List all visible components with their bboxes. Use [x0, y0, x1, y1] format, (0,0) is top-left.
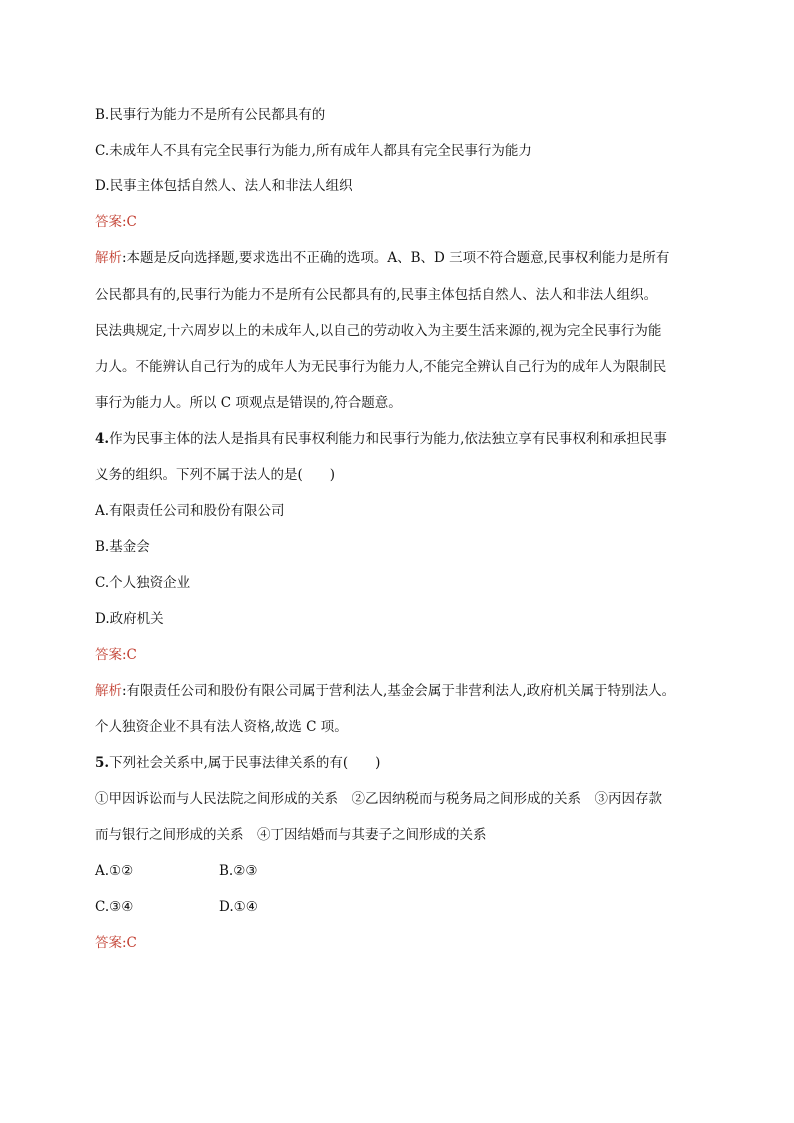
q4-option-b: B.基金会: [95, 539, 150, 555]
q4-stem-line-2: 义务的组织。下列不属于法人的是( ): [95, 467, 336, 483]
q5-answer: [95, 934, 137, 952]
q5-items-line-1: ①甲因诉讼而与人民法院之间形成的关系 ②乙因纳税而与税务局之间形成的关系 ③丙因存款: [95, 791, 662, 807]
q3-analysis-line-5: 事行为能力人。所以 C 项观点是错误的,符合题意。: [95, 395, 402, 411]
q4-option-d: D.政府机关: [95, 611, 164, 627]
q3-analysis-line-4: 力人。不能辨认自己行为的成年人为无民事行为能力人,不能完全辨认自己行为的成年人为限制民: [95, 359, 667, 375]
q3-answer-value: :C: [122, 214, 137, 230]
q3-option-b: B.民事行为能力不是所有公民都具有的: [95, 107, 326, 123]
q5-option-a: A.①②: [95, 863, 134, 879]
q3-analysis-text-1: :本题是反向选择题,要求选出不正确的选项。A、B、D 三项不符合题意,民事权利能力是所有: [122, 250, 670, 266]
q3-analysis-line-1: [95, 249, 669, 267]
q5-stem-text: 下列社会关系中,属于民事法律关系的有( ): [109, 755, 381, 771]
q3-answer-label: 答案: [95, 214, 122, 230]
q4-analysis-line-2: 个人独资企业不具有法人资格,故选 C 项。: [95, 719, 348, 735]
q3-answer: [95, 213, 137, 231]
q4-option-c: C.个人独资企业: [95, 575, 191, 591]
q4-answer-label: 答案: [95, 647, 122, 663]
q5-items-line-2: 而与银行之间形成的关系 ④丁因结婚而与其妻子之间形成的关系: [95, 827, 487, 843]
q4-analysis-label: 解析: [95, 683, 122, 699]
q4-analysis-line-1: [95, 682, 675, 700]
q5-option-c: C.③④: [95, 899, 134, 915]
q3-analysis-label: 解析: [95, 250, 122, 266]
q5-option-d: D.①④: [219, 899, 258, 915]
q5-answer-label: 答案: [95, 935, 122, 951]
q3-analysis-line-2: 公民都具有的,民事行为能力不是所有公民都具有的,民事主体包括自然人、法人和非法人组织。: [95, 287, 658, 303]
q3-analysis-line-3: 民法典规定,十六周岁以上的未成年人,以自己的劳动收入为主要生活来源的,视为完全民事行为能: [95, 323, 662, 339]
q4-stem-line-1: [95, 430, 667, 448]
q5-option-b: B.②③: [219, 863, 258, 879]
q3-option-c: C.未成年人不具有完全民事行为能力,所有成年人都具有完全民事行为能力: [95, 143, 532, 159]
q3-option-d: D.民事主体包括自然人、法人和非法人组织: [95, 178, 353, 194]
q4-option-a: A.有限责任公司和股份有限公司: [95, 503, 285, 519]
q4-answer-value: :C: [122, 647, 137, 663]
q5-stem: [95, 754, 380, 772]
q5-answer-value: :C: [122, 935, 137, 951]
q5-number: 5.: [95, 755, 110, 771]
q4-analysis-text-1: :有限责任公司和股份有限公司属于营利法人,基金会属于非营利法人,政府机关属于特别法人。: [122, 683, 676, 699]
q4-number: 4.: [95, 431, 110, 447]
q4-answer: [95, 646, 137, 664]
q4-stem-text-1: 作为民事主体的法人是指具有民事权利能力和民事行为能力,依法独立享有民事权利和承担民事: [109, 431, 667, 447]
